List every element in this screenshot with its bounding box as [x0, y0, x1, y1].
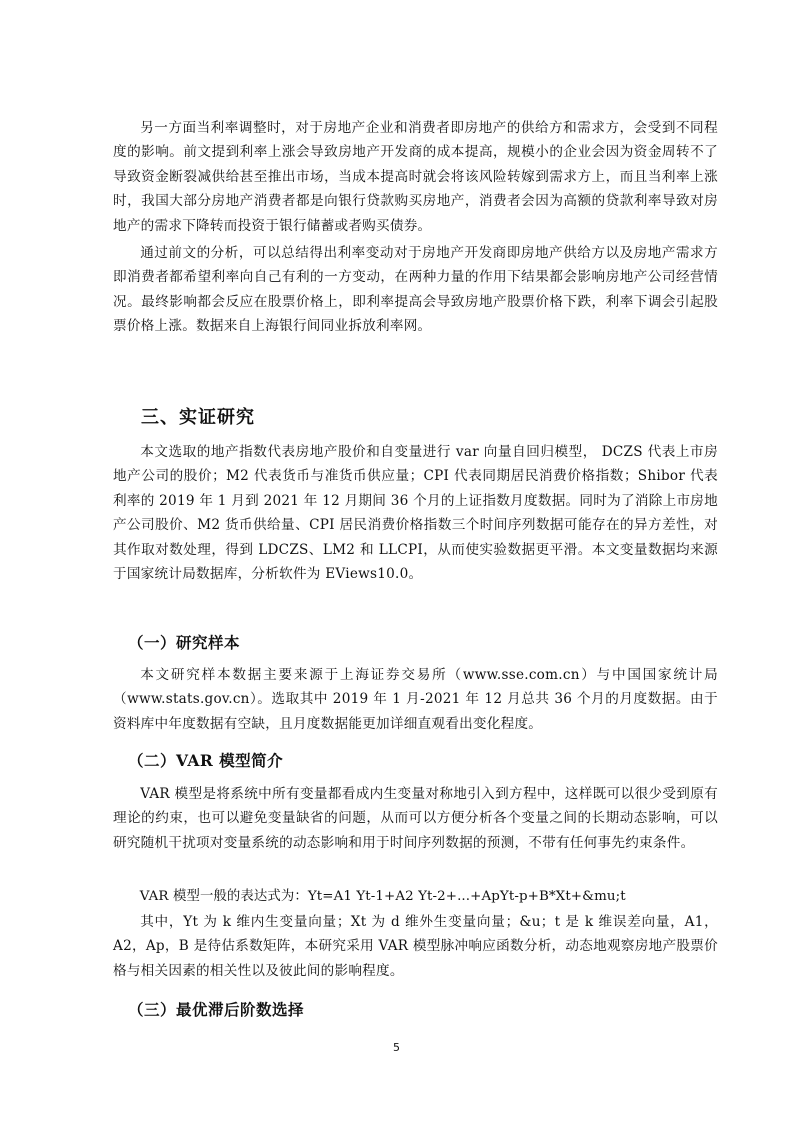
- var-formula: VAR 模型一般的表达式为：Yt=A1 Yt-1+A2 Yt-2+...+ApYt-p+B*Xt+&mu;t: [139, 889, 626, 904]
- paragraph-variable-description: 本文选取的地产指数代表房地产股价和自变量进行 var 向量自回归模型， DCZS 代表上市房地产公司的股价；M2 代表货币与准货币供应量；CPI 代表同期居民消费价格指数；Shibor 代表利率的 2019 年 1 月到 2021 年 12 月期间 36 个月的上证指数月度数据。同时为了消除上市房地产公司股价、M2 货币供给量、CPI 居民消费价格指数三个时间序列数据可能存在的异方差性，对其作取对数处理，得到 LDCZS、LM2 和 LLCPI，从而使实验数据更平滑。本文变量数据均来源于国家统计局数据库，分析软件为 EViews10.0。: [113, 444, 718, 583]
- subheading-optimal-lag: （三）最优滞后阶数选择: [128, 1000, 305, 1019]
- page-number: 5: [393, 1041, 400, 1054]
- subheading-research-sample: （一）研究样本: [128, 633, 241, 652]
- section-heading-empirical-research: 三、实证研究: [141, 407, 255, 428]
- paragraph-analysis-summary: 通过前文的分析，可以总结得出利率变动对于房地产开发商即房地产供给方以及房地产需求方即消费者都希望利率向自己有利的一方变动，在两种力量的作用下结果都会影响房地产公司经营情况。最终影响都会反应在股票价格上，即利率提高会导致房地产股票价格下跌，利率下调会引起股票价格上涨。数据来自上海银行间同业拆放利率网。: [113, 245, 718, 335]
- paragraph-sample-source: 本文研究样本数据主要来源于上海证券交易所（www.sse.com.cn）与中国国家统计局（www.stats.gov.cn）。选取其中 2019 年 1 月-2021 年 12 月总共 36 个月的月度数据。由于资料库中年度数据有空缺，且月度数据能更加详细直观看出变化程度。: [113, 667, 718, 732]
- paragraph-interest-rate-impact: 另一方面当利率调整时，对于房地产企业和消费者即房地产的供给方和需求方，会受到不同程度的影响。前文提到利率上涨会导致房地产开发商的成本提高，规模小的企业会因为资金周转不了导致资金断裂减供给甚至推出市场，当成本提高时就会将该风险转嫁到需求方上，而且当利率上涨时，我国大部分房地产消费者都是向银行贷款购买房地产，消费者会因为高额的贷款利率导致对房地产的需求下降转而投资于银行储蓄或者购买债券。: [113, 120, 718, 234]
- paragraph-var-explanation: 其中，Yt 为 k 维内生变量向量；Xt 为 d 维外生变量向量；&u；t 是 k 维误差向量，A1，A2，Ap，B 是待估系数矩阵，本研究采用 VAR 模型脉冲响应函数分析，动态地观察房地产股票价格与相关因素的相关性以及彼此间的影响程度。: [113, 914, 718, 979]
- paragraph-var-intro: VAR 模型是将系统中所有变量都看成内生变量对称地引入到方程中，这样既可以很少受到原有理论的约束，也可以避免变量缺省的问题，从而可以方便分析各个变量之间的长期动态影响，可以研究随机干扰项对变量系统的动态影响和用于时间序列数据的预测，不带有任何事先约束条件。: [113, 786, 718, 851]
- subheading-var-model: （二）VAR 模型简介: [128, 751, 284, 770]
